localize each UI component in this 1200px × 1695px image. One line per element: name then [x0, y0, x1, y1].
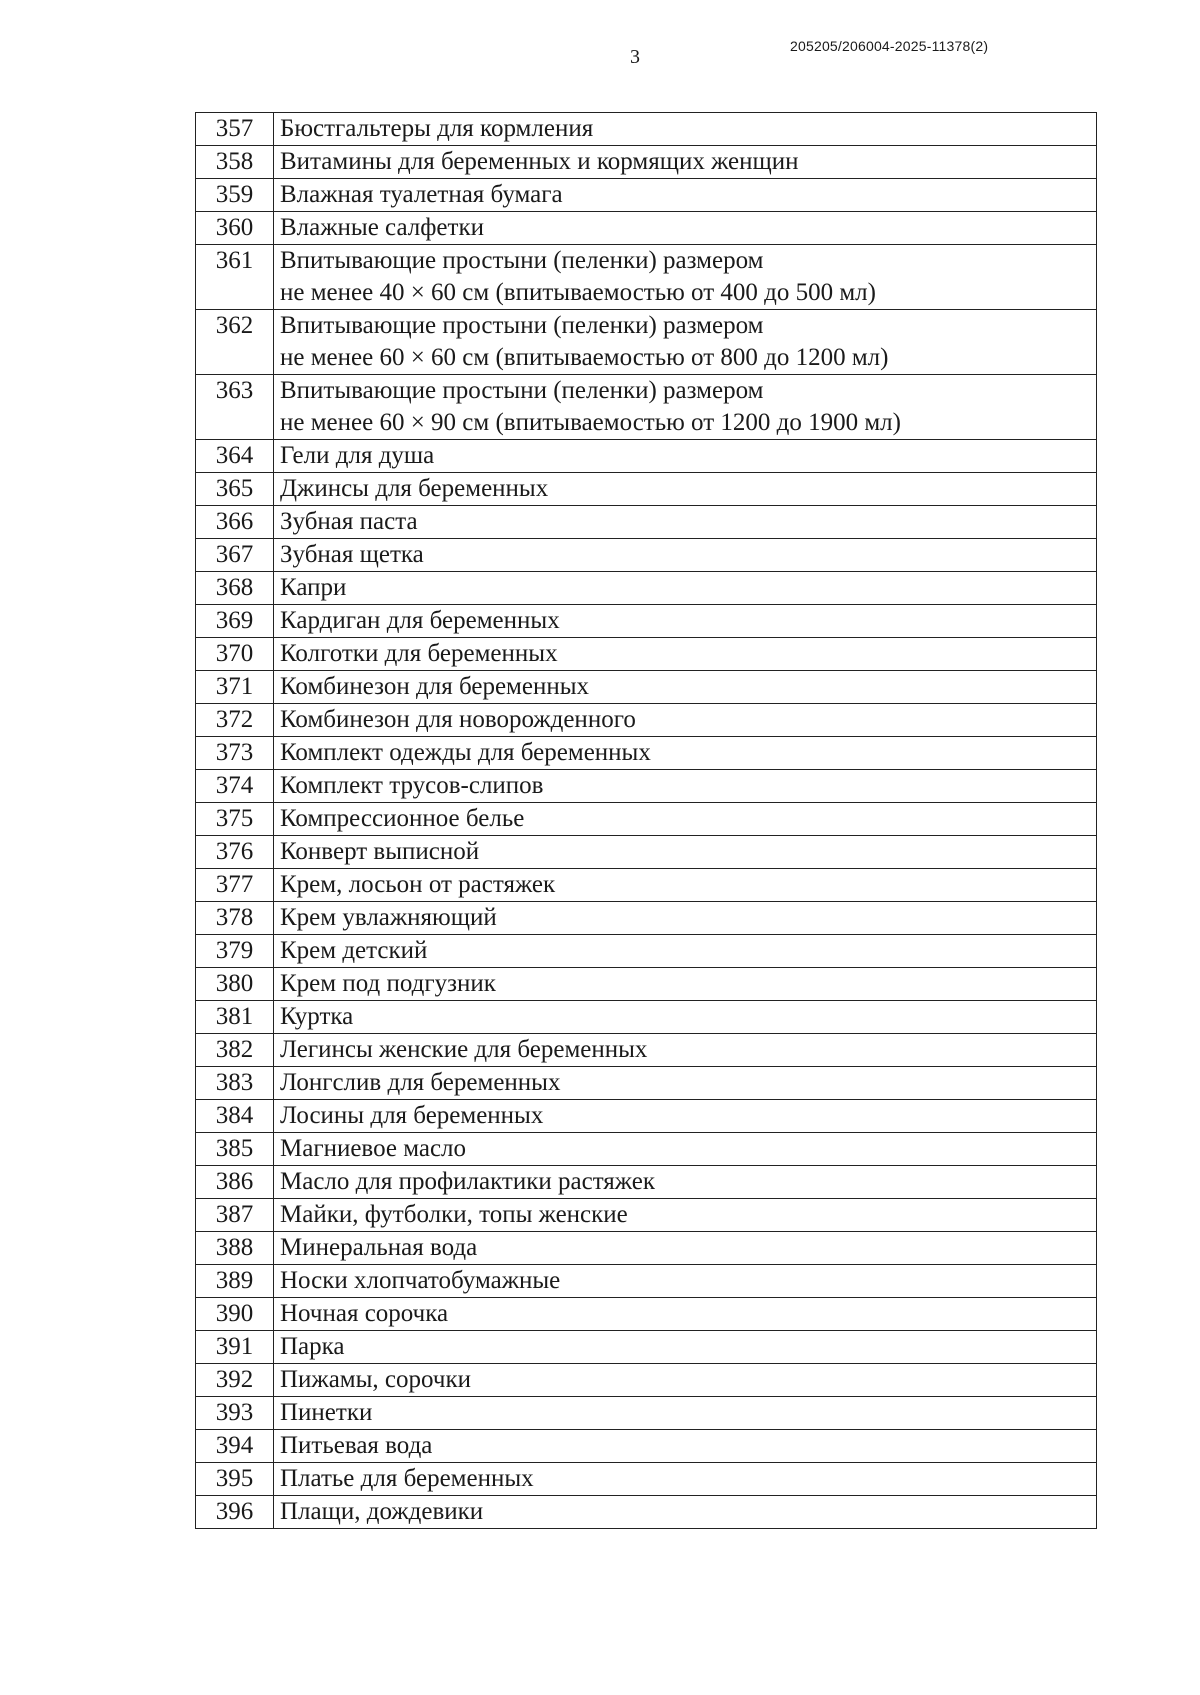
- item-name: Крем детский: [274, 935, 1097, 968]
- table-row: [196, 737, 1097, 770]
- table-row: [196, 539, 1097, 572]
- row-number: 393: [196, 1397, 274, 1430]
- table-row: [196, 1232, 1097, 1265]
- row-number: 395: [196, 1463, 274, 1496]
- item-name: Легинсы женские для беременных: [274, 1034, 1097, 1067]
- item-name: Масло для профилактики растяжек: [274, 1166, 1097, 1199]
- items-table-body: [196, 113, 1097, 1529]
- row-number: 369: [196, 605, 274, 638]
- page-number: 3: [630, 46, 640, 68]
- table-row: [196, 935, 1097, 968]
- row-number: 385: [196, 1133, 274, 1166]
- table-row: [196, 1265, 1097, 1298]
- table-row: [196, 1067, 1097, 1100]
- row-number: 379: [196, 935, 274, 968]
- item-name: Плащи, дождевики: [274, 1496, 1097, 1529]
- row-number: 361: [196, 245, 274, 310]
- table-row: [196, 638, 1097, 671]
- table-row: [196, 1496, 1097, 1529]
- item-name: Зубная щетка: [274, 539, 1097, 572]
- row-number: 371: [196, 671, 274, 704]
- document-id: 205205/206004-2025-11378(2): [790, 38, 989, 54]
- table-row: [196, 770, 1097, 803]
- table-row: [196, 1397, 1097, 1430]
- row-number: 394: [196, 1430, 274, 1463]
- row-number: 392: [196, 1364, 274, 1397]
- table-row: [196, 1364, 1097, 1397]
- row-number: 359: [196, 179, 274, 212]
- row-number: 390: [196, 1298, 274, 1331]
- table-row: [196, 836, 1097, 869]
- item-name: Крем, лосьон от растяжек: [274, 869, 1097, 902]
- item-name: Лонгслив для беременных: [274, 1067, 1097, 1100]
- table-row: [196, 375, 1097, 440]
- item-name: Компрессионное белье: [274, 803, 1097, 836]
- item-name: Минеральная вода: [274, 1232, 1097, 1265]
- row-number: 380: [196, 968, 274, 1001]
- row-number: 377: [196, 869, 274, 902]
- table-row: [196, 968, 1097, 1001]
- table-row: [196, 310, 1097, 375]
- table-row: [196, 671, 1097, 704]
- item-name: Магниевое масло: [274, 1133, 1097, 1166]
- item-name: Куртка: [274, 1001, 1097, 1034]
- row-number: 364: [196, 440, 274, 473]
- items-table: [195, 112, 1097, 1529]
- item-name: Майки, футболки, топы женские: [274, 1199, 1097, 1232]
- row-number: 382: [196, 1034, 274, 1067]
- item-name: Пинетки: [274, 1397, 1097, 1430]
- row-number: 370: [196, 638, 274, 671]
- row-number: 391: [196, 1331, 274, 1364]
- table-row: [196, 1199, 1097, 1232]
- row-number: 365: [196, 473, 274, 506]
- row-number: 381: [196, 1001, 274, 1034]
- table-row: [196, 572, 1097, 605]
- table-row: [196, 1430, 1097, 1463]
- row-number: 373: [196, 737, 274, 770]
- row-number: 396: [196, 1496, 274, 1529]
- item-name: Крем под подгузник: [274, 968, 1097, 1001]
- table-row: [196, 146, 1097, 179]
- table-row: [196, 902, 1097, 935]
- row-number: 363: [196, 375, 274, 440]
- item-name: Зубная паста: [274, 506, 1097, 539]
- table-row: [196, 1133, 1097, 1166]
- item-name: Ночная сорочка: [274, 1298, 1097, 1331]
- table-row: [196, 506, 1097, 539]
- row-number: 360: [196, 212, 274, 245]
- table-row: [196, 1331, 1097, 1364]
- item-name: Пижамы, сорочки: [274, 1364, 1097, 1397]
- item-name: Капри: [274, 572, 1097, 605]
- table-row: [196, 1001, 1097, 1034]
- table-row: [196, 212, 1097, 245]
- item-name: Питьевая вода: [274, 1430, 1097, 1463]
- table-row: [196, 245, 1097, 310]
- row-number: 362: [196, 310, 274, 375]
- table-row: [196, 1166, 1097, 1199]
- row-number: 387: [196, 1199, 274, 1232]
- row-number: 384: [196, 1100, 274, 1133]
- row-number: 383: [196, 1067, 274, 1100]
- item-name: Комбинезон для новорожденного: [274, 704, 1097, 737]
- table-row: [196, 605, 1097, 638]
- row-number: 378: [196, 902, 274, 935]
- item-name: Крем увлажняющий: [274, 902, 1097, 935]
- item-name: Парка: [274, 1331, 1097, 1364]
- row-number: 358: [196, 146, 274, 179]
- table-row: [196, 1298, 1097, 1331]
- row-number: 376: [196, 836, 274, 869]
- item-name: Комплект одежды для беременных: [274, 737, 1097, 770]
- row-number: 386: [196, 1166, 274, 1199]
- item-name: Впитывающие простыни (пеленки) размером не менее 60 × 90 см (впитываемостью от 1200 до 1900 мл): [274, 375, 1097, 440]
- item-name: Кардиган для беременных: [274, 605, 1097, 638]
- item-name: Джинсы для беременных: [274, 473, 1097, 506]
- item-name: Носки хлопчатобумажные: [274, 1265, 1097, 1298]
- table-row: [196, 113, 1097, 146]
- item-name: Платье для беременных: [274, 1463, 1097, 1496]
- row-number: 372: [196, 704, 274, 737]
- item-name: Витамины для беременных и кормящих женщин: [274, 146, 1097, 179]
- row-number: 366: [196, 506, 274, 539]
- table-row: [196, 473, 1097, 506]
- row-number: 374: [196, 770, 274, 803]
- table-row: [196, 1463, 1097, 1496]
- table-row: [196, 704, 1097, 737]
- row-number: 388: [196, 1232, 274, 1265]
- item-name: Конверт выписной: [274, 836, 1097, 869]
- item-name: Впитывающие простыни (пеленки) размером не менее 60 × 60 см (впитываемостью от 800 до 1200 мл): [274, 310, 1097, 375]
- item-name: Впитывающие простыни (пеленки) размером не менее 40 × 60 см (впитываемостью от 400 до 500 мл): [274, 245, 1097, 310]
- table-row: [196, 179, 1097, 212]
- item-name: Комплект трусов-слипов: [274, 770, 1097, 803]
- row-number: 367: [196, 539, 274, 572]
- item-name: Влажные салфетки: [274, 212, 1097, 245]
- table-row: [196, 869, 1097, 902]
- item-name: Влажная туалетная бумага: [274, 179, 1097, 212]
- table-row: [196, 1034, 1097, 1067]
- table-row: [196, 1100, 1097, 1133]
- item-name: Колготки для беременных: [274, 638, 1097, 671]
- row-number: 375: [196, 803, 274, 836]
- row-number: 368: [196, 572, 274, 605]
- row-number: 389: [196, 1265, 274, 1298]
- item-name: Гели для душа: [274, 440, 1097, 473]
- table-row: [196, 440, 1097, 473]
- item-name: Бюстгальтеры для кормления: [274, 113, 1097, 146]
- row-number: 357: [196, 113, 274, 146]
- table-row: [196, 803, 1097, 836]
- item-name: Комбинезон для беременных: [274, 671, 1097, 704]
- item-name: Лосины для беременных: [274, 1100, 1097, 1133]
